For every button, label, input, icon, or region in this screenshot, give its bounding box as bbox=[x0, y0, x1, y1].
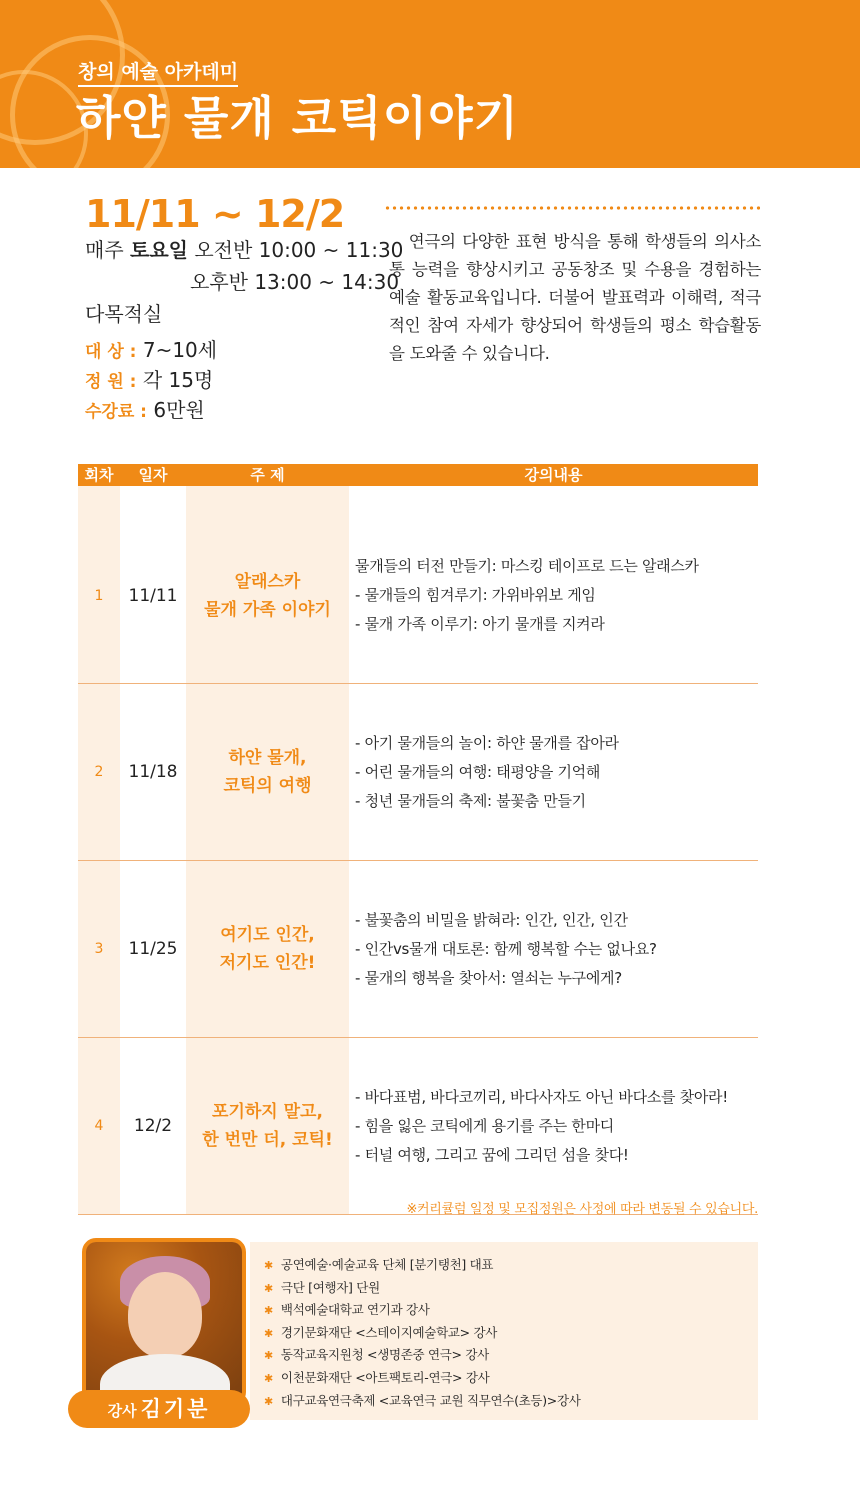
session-date: 11/25 bbox=[120, 861, 186, 1037]
asterisk-icon: ✱ bbox=[264, 1349, 273, 1363]
content-item: 물개들의 터전 만들기: 마스킹 테이프로 드는 알래스카 bbox=[355, 557, 699, 575]
program-place: 다목적실 bbox=[85, 302, 163, 326]
session-topic: 알래스카 물개 가족 이야기 bbox=[186, 486, 349, 683]
content-item: - 어린 물개들의 여행: 태평양을 기억해 bbox=[355, 762, 601, 781]
table-row bbox=[78, 486, 758, 684]
asterisk-icon: ✱ bbox=[264, 1281, 273, 1295]
bio-item: ✱ 백석예술대학교 연기과 강사 bbox=[264, 1302, 430, 1318]
header-banner bbox=[0, 0, 860, 168]
table-row bbox=[78, 684, 758, 861]
header-session: 회차 bbox=[84, 466, 114, 484]
header-topic: 주 제 bbox=[250, 466, 285, 484]
curriculum-table bbox=[78, 464, 758, 1215]
target-info: 대 상 : 7~10세 bbox=[85, 338, 218, 362]
content-item: - 물개들의 힘겨루기: 가위바위보 게임 bbox=[355, 586, 596, 604]
header-date: 일자 bbox=[138, 466, 168, 484]
instructor-bio bbox=[250, 1242, 758, 1420]
content-item: - 청년 물개들의 축제: 불꽃춤 만들기 bbox=[355, 791, 586, 810]
asterisk-icon: ✱ bbox=[264, 1371, 273, 1385]
content-item: - 물개의 행복을 찾아서: 열쇠는 누구에게? bbox=[355, 968, 622, 987]
program-dates: 11/11 ~ 12/2 bbox=[85, 192, 345, 236]
program-title: 하얀 물개 코틱이야기 bbox=[76, 91, 519, 145]
session-content bbox=[349, 684, 758, 860]
session-date: 11/11 bbox=[120, 486, 186, 683]
bio-item: ✱ 극단 [여행자] 단원 bbox=[264, 1279, 380, 1295]
content-item: - 터널 여행, 그리고 꿈에 그리던 섬을 찾다! bbox=[355, 1145, 629, 1164]
instructor-photo bbox=[82, 1238, 246, 1406]
content-item: - 불꽃춤의 비밀을 밝혀라: 인간, 인간, 인간 bbox=[355, 910, 628, 929]
content-item: - 아기 물개들의 놀이: 하얀 물개를 잡아라 bbox=[355, 733, 619, 752]
session-topic: 포기하지 말고, 한 번만 더, 코틱! bbox=[186, 1038, 349, 1214]
table-header bbox=[78, 464, 758, 486]
session-content bbox=[349, 486, 758, 683]
content-item: - 힘을 잃은 코틱에게 용기를 주는 한마디 bbox=[355, 1116, 614, 1135]
asterisk-icon: ✱ bbox=[264, 1326, 273, 1340]
content-item: - 물개 가족 이루기: 아기 물개를 지켜라 bbox=[355, 615, 605, 633]
session-number: 4 bbox=[78, 1038, 120, 1214]
schedule-morning: 매주 토요일 오전반 10:00 ~ 11:30 bbox=[85, 238, 404, 262]
schedule-afternoon: 오후반 13:00 ~ 14:30 bbox=[190, 270, 400, 294]
session-number: 1 bbox=[78, 486, 120, 683]
schedule-change-note: ※커리큘럼 일정 및 모집정원은 사정에 따라 변동될 수 있습니다. bbox=[406, 1202, 758, 1217]
bio-item: ✱ 공연예술·예술교육 단체 [분기탱천] 대표 bbox=[264, 1257, 494, 1272]
capacity-info: 정 원 : 각 15명 bbox=[85, 368, 214, 392]
session-date: 12/2 bbox=[120, 1038, 186, 1214]
content-item: - 바다표범, 바다코끼리, 바다사자도 아닌 바다소를 찾아라! bbox=[355, 1087, 728, 1106]
asterisk-icon: ✱ bbox=[264, 1259, 273, 1272]
asterisk-icon: ✱ bbox=[264, 1304, 273, 1318]
session-topic: 하얀 물개, 코틱의 여행 bbox=[186, 684, 349, 860]
bio-item: ✱ 대구교육연극축제 <교육연극 교원 직무연수(초등)>강사 bbox=[264, 1392, 581, 1408]
instructor-name-tag: 강사 김기분 bbox=[68, 1390, 250, 1428]
session-date: 11/18 bbox=[120, 684, 186, 860]
bio-item: ✱ 경기문화재단 <스테이지예술학교> 강사 bbox=[264, 1324, 498, 1340]
table-row bbox=[78, 861, 758, 1038]
program-subtitle: 창의 예술 아카데미 bbox=[78, 60, 238, 87]
session-content bbox=[349, 861, 758, 1037]
bio-item: ✱ 동작교육지원청 <생명존중 연극> 강사 bbox=[264, 1347, 489, 1363]
table-row bbox=[78, 1038, 758, 1215]
content-item: - 인간vs물개 대토론: 함께 행복할 수는 없나요? bbox=[355, 939, 657, 958]
bio-item: ✱ 이천문화재단 <아트팩토리-연극> 강사 bbox=[264, 1369, 490, 1385]
header-content: 강의내용 bbox=[524, 466, 583, 484]
photo-face bbox=[128, 1272, 202, 1358]
program-intro: 연극의 다양한 표현 방식을 통해 학생들의 의사소통 능력을 향상시키고 공동창조 및 수용을 경험하는 예술 활동교육입니다. 더불어 발표력과 이해력, 적극적인 참여 자세가 향상되어 학생들의 평소 학습활동을 도와줄 수 있습니다. bbox=[389, 232, 762, 363]
fee-info: 수강료 : 6만원 bbox=[85, 398, 205, 422]
session-topic: 여기도 인간, 저기도 인간! bbox=[186, 861, 349, 1037]
asterisk-icon: ✱ bbox=[264, 1394, 273, 1408]
session-number: 3 bbox=[78, 861, 120, 1037]
dotted-divider bbox=[384, 206, 760, 210]
session-content bbox=[349, 1038, 758, 1214]
session-number: 2 bbox=[78, 684, 120, 860]
